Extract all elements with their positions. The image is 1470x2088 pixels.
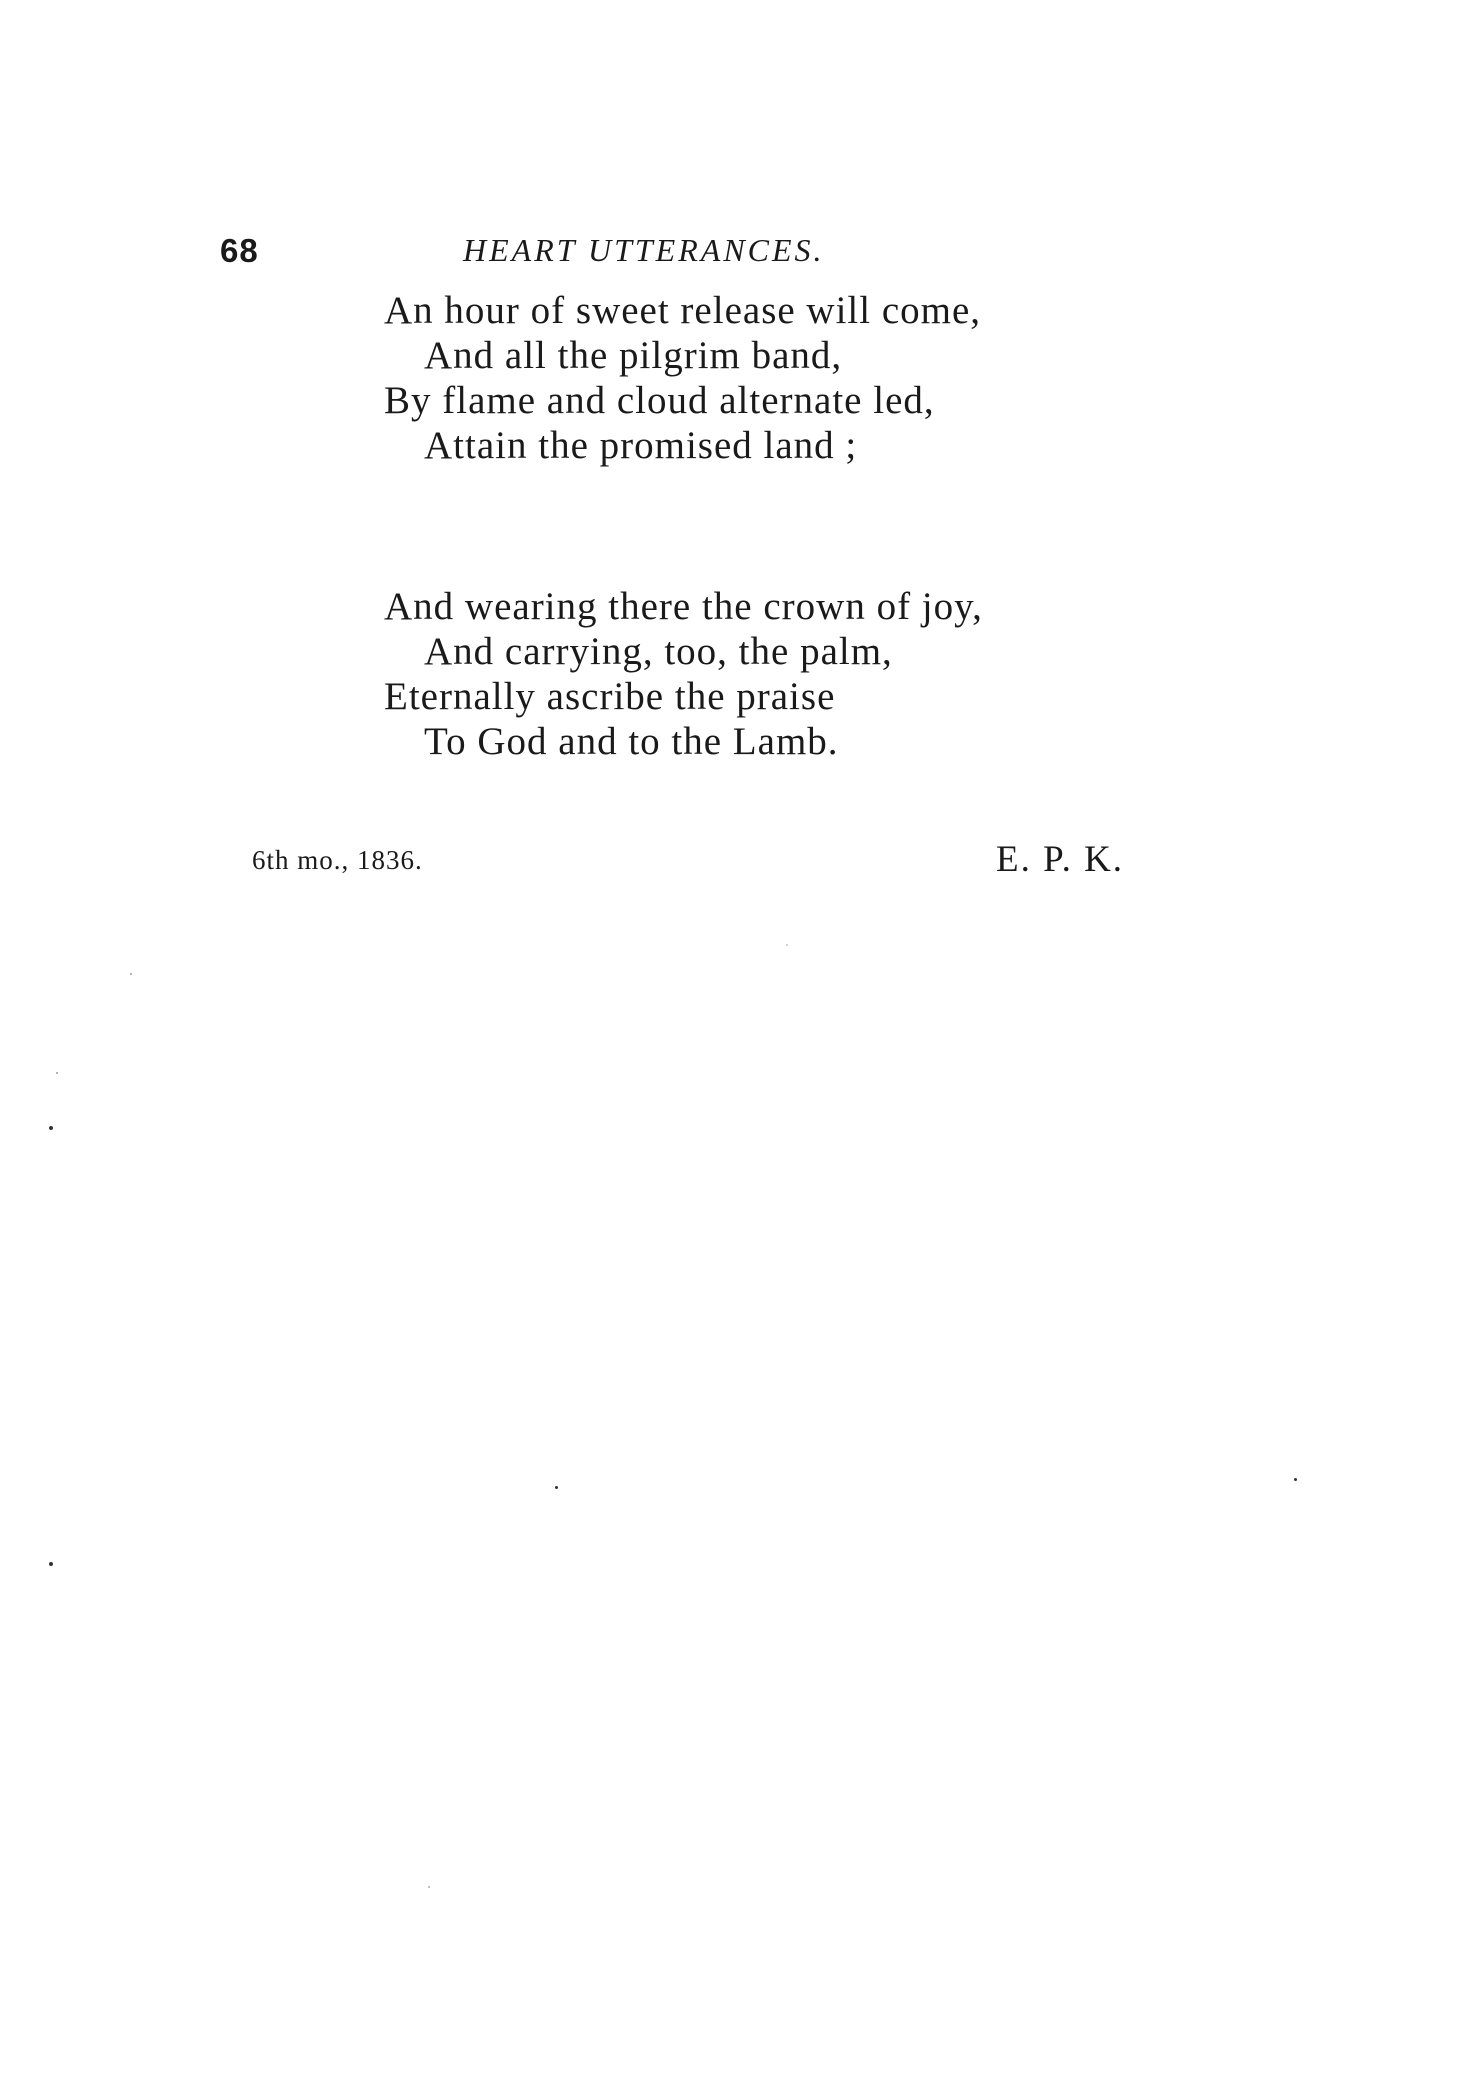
author-initials: E. P. K.	[996, 839, 1125, 880]
poem-line: And wearing there the crown of joy,	[384, 585, 983, 628]
scan-speck	[1294, 1478, 1297, 1481]
scan-speck	[428, 1886, 430, 1888]
poem-line: And all the pilgrim band,	[424, 334, 843, 377]
scan-speck	[130, 973, 132, 975]
page-number: 68	[220, 232, 259, 269]
running-title: HEART UTTERANCES.	[463, 232, 825, 268]
poem-stanza-1	[384, 288, 981, 468]
poem-line: By flame and cloud alternate led,	[384, 379, 935, 422]
scan-speck	[786, 944, 788, 946]
scan-speck	[56, 1072, 58, 1074]
poem-stanza-2	[384, 584, 983, 764]
poem-line: And carrying, too, the palm,	[424, 630, 893, 673]
scan-speck	[555, 1486, 558, 1489]
poem-line: Eternally ascribe the praise	[384, 675, 836, 718]
poem-line: Attain the promised land ;	[424, 424, 858, 467]
poem-line: To God and to the Lamb.	[424, 720, 839, 763]
scan-speck	[49, 1562, 53, 1566]
scan-speck	[49, 1126, 53, 1130]
poem-line: An hour of sweet release will come,	[384, 289, 982, 332]
poem-date: 6th mo., 1836.	[252, 845, 423, 875]
